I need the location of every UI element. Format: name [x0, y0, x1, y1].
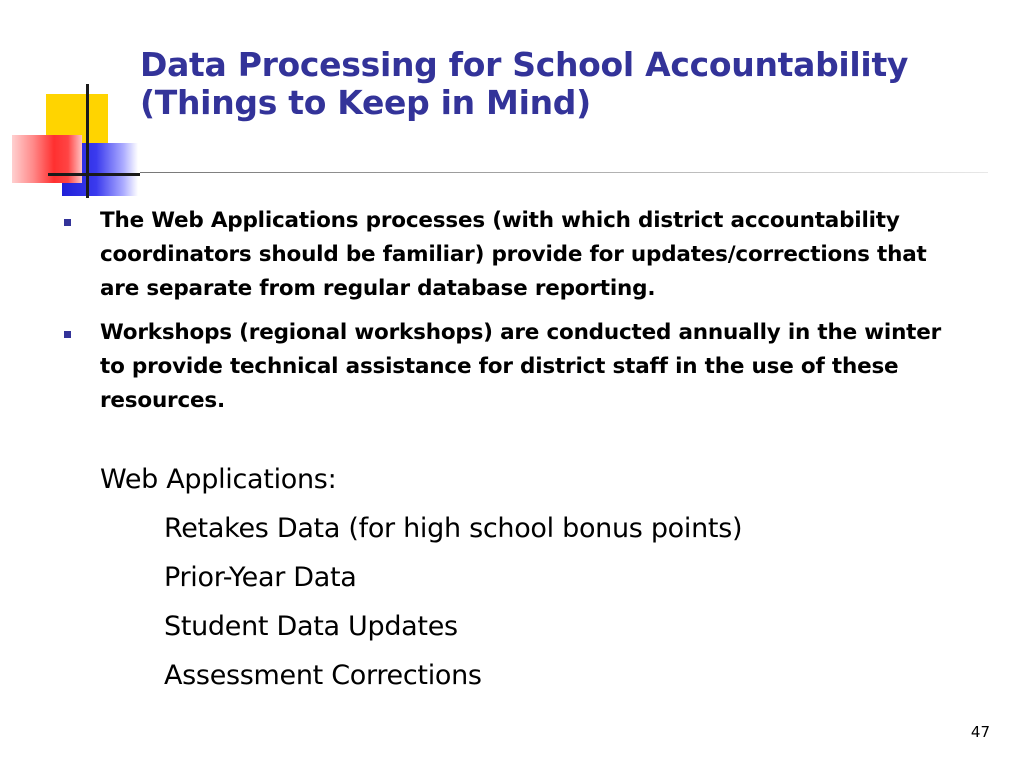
page-number: 47 — [970, 723, 990, 741]
slide-title-line: Data Processing for School Accountability — [140, 45, 909, 84]
square-bullet-icon — [64, 331, 71, 338]
web-applications-section — [100, 456, 980, 700]
horizontal-line-icon — [48, 173, 140, 176]
bullet-text: The Web Applications processes (with which district accountability coordinators should be familiar) provide for updates/corrections that are separate from regular database reporting. — [100, 208, 927, 301]
web-application-item: Assessment Corrections — [164, 660, 482, 691]
web-application-item: Prior-Year Data — [164, 562, 357, 593]
slide-title-line: (Things to Keep in Mind) — [140, 83, 591, 122]
square-bullet-icon — [64, 219, 71, 226]
web-application-item: Retakes Data (for high school bonus points) — [164, 513, 743, 544]
bullet-item — [62, 316, 972, 418]
bullet-text: Workshops (regional workshops) are conducted annually in the winter to provide technical assistance for district staff in the use of these resources. — [100, 320, 942, 413]
web-applications-heading: Web Applications: — [100, 464, 337, 495]
title-divider — [140, 172, 988, 173]
slide-title — [140, 46, 1010, 122]
bullet-list — [62, 204, 972, 428]
bullet-item — [62, 204, 972, 306]
web-applications-list — [100, 504, 980, 700]
vertical-line-icon — [86, 84, 89, 198]
web-application-item: Student Data Updates — [164, 611, 458, 642]
